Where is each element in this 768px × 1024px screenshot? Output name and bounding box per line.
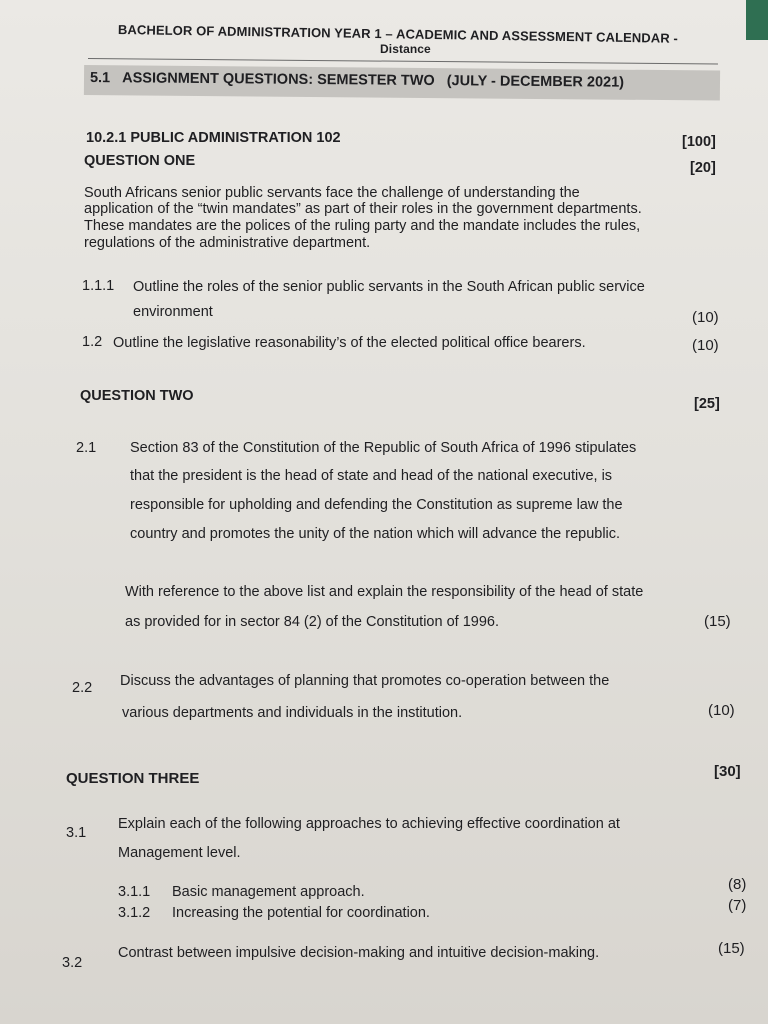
q2-item-text: as provided for in sector 84 (2) of the Constitution of 1996. bbox=[125, 614, 499, 630]
section-title: ASSIGNMENT QUESTIONS: SEMESTER TWO bbox=[122, 70, 435, 90]
q3-subitem-number: 3.1.2 bbox=[118, 905, 151, 921]
question-two-heading: QUESTION TWO bbox=[80, 388, 194, 404]
q3-subitem-number: 3.1.1 bbox=[118, 884, 151, 900]
q3-subitem-marks: (8) bbox=[728, 876, 747, 893]
q1-item-number: 1.2 bbox=[82, 334, 103, 350]
q3-subitem-text: Basic management approach. bbox=[172, 884, 365, 900]
q2-item-text: Section 83 of the Constitution of the Republic of South Africa of 1996 stipulates bbox=[130, 440, 637, 456]
section-number: 5.1 bbox=[89, 70, 111, 87]
calendar-header-line2: Distance bbox=[380, 42, 431, 56]
q3-item-text: Management level. bbox=[118, 845, 241, 861]
q3-subitem-text: Increasing the potential for coordination. bbox=[172, 905, 430, 921]
q1-item-text: Outline the roles of the senior public servants in the South African public service bbox=[133, 279, 645, 295]
q2-item-marks: (10) bbox=[708, 702, 735, 719]
q2-item-text: that the president is the head of state and head of the national executive, is bbox=[130, 468, 613, 484]
q2-item-text: various departments and individuals in the institution. bbox=[122, 705, 463, 721]
q1-item-number: 1.1.1 bbox=[82, 278, 115, 294]
q2-item-text: country and promotes the unity of the nation which will advance the republic. bbox=[130, 526, 621, 542]
q2-item-text: responsible for upholding and defending the Constitution as supreme law the bbox=[130, 497, 623, 513]
q3-item-number: 3.2 bbox=[62, 955, 83, 971]
q1-intro-line: regulations of the administrative department. bbox=[84, 235, 371, 251]
q3-item-number: 3.1 bbox=[66, 825, 87, 841]
q3-item-text: Contrast between impulsive decision-making and intuitive decision-making. bbox=[118, 945, 600, 961]
header-rule bbox=[88, 58, 718, 64]
q3-item-text: Explain each of the following approaches to achieving effective coordination at bbox=[118, 816, 620, 832]
q1-item-marks: (10) bbox=[692, 337, 719, 354]
q2-item-text: With reference to the above list and explain the responsibility of the head of state bbox=[125, 584, 644, 600]
q1-item-marks: (10) bbox=[692, 309, 719, 326]
module-title: 10.2.1 PUBLIC ADMINISTRATION 102 bbox=[86, 130, 341, 146]
q1-intro-line: application of the “twin mandates” as part of their roles in the government departments. bbox=[84, 201, 642, 217]
q1-intro-line: South Africans senior public servants face the challenge of understanding the bbox=[84, 185, 580, 201]
q2-item-marks: (15) bbox=[704, 613, 731, 630]
q2-item-number: 2.2 bbox=[72, 680, 93, 696]
q3-item-marks: (15) bbox=[718, 940, 745, 957]
q2-item-number: 2.1 bbox=[76, 440, 97, 456]
question-three-marks: [30] bbox=[714, 763, 741, 780]
question-two-marks: [25] bbox=[694, 396, 720, 412]
module-total: [100] bbox=[682, 134, 716, 150]
question-three-heading: QUESTION THREE bbox=[66, 770, 200, 787]
q1-item-text: environment bbox=[133, 304, 213, 320]
q3-subitem-marks: (7) bbox=[728, 897, 747, 914]
section-period: (JULY - DECEMBER 2021) bbox=[446, 73, 625, 91]
question-one-heading: QUESTION ONE bbox=[84, 153, 196, 169]
q1-intro-line: These mandates are the polices of the ruling party and the mandate includes the rules, bbox=[84, 218, 641, 234]
question-one-marks: [20] bbox=[690, 160, 716, 176]
green-corner bbox=[746, 0, 768, 40]
q2-item-text: Discuss the advantages of planning that promotes co-operation between the bbox=[120, 673, 610, 689]
q1-item-text: Outline the legislative reasonability’s of the elected political office bearers. bbox=[113, 335, 586, 351]
calendar-header-line1: BACHELOR OF ADMINISTRATION YEAR 1 – ACADEMIC AND ASSESSMENT CALENDAR - bbox=[117, 22, 679, 46]
